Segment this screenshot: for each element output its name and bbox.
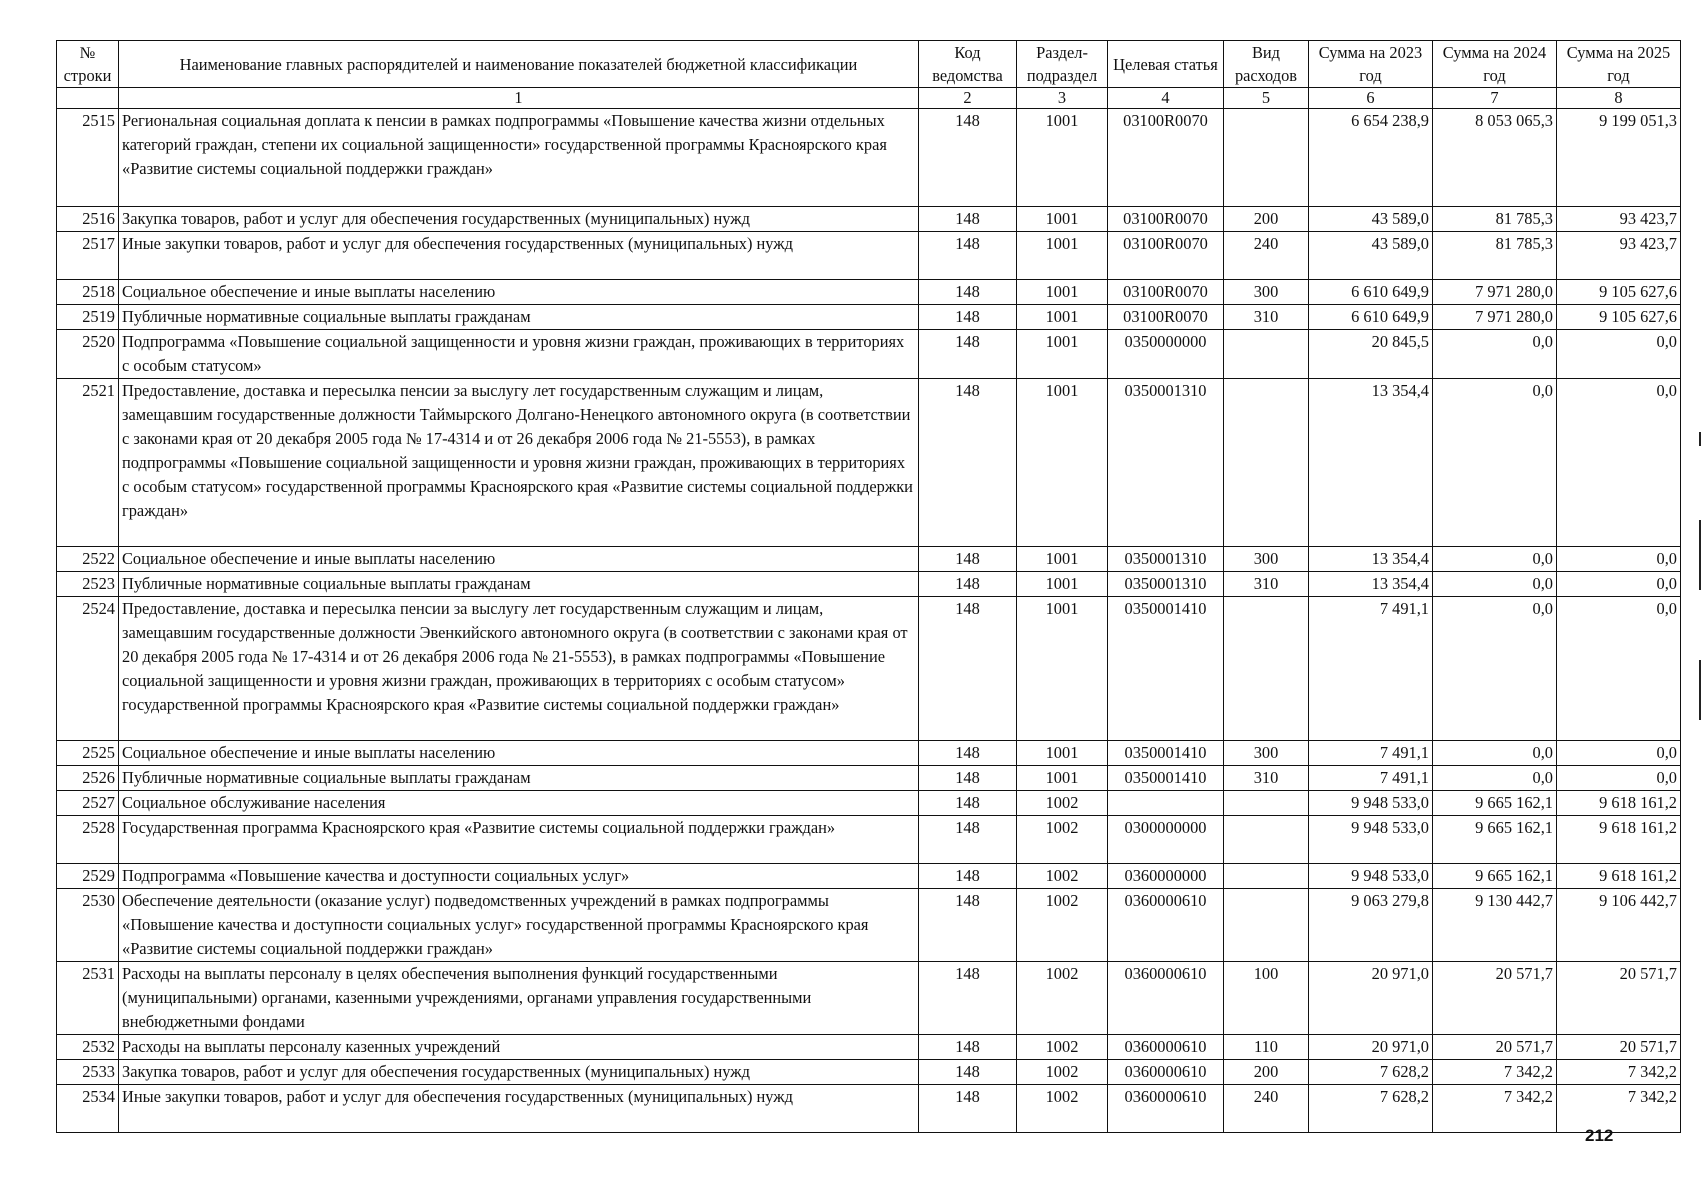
row-section: 1001 xyxy=(1017,330,1108,379)
row-sum-2023: 7 491,1 xyxy=(1309,597,1433,741)
row-code: 148 xyxy=(919,962,1017,1035)
header-sum-2023: Сумма на 2023 год xyxy=(1309,41,1433,88)
row-code: 148 xyxy=(919,1085,1017,1133)
row-sum-2024: 0,0 xyxy=(1433,766,1557,791)
row-sum-2025: 0,0 xyxy=(1557,766,1681,791)
row-code: 148 xyxy=(919,1035,1017,1060)
row-code: 148 xyxy=(919,597,1017,741)
row-sum-2025: 20 571,7 xyxy=(1557,962,1681,1035)
row-section: 1002 xyxy=(1017,1060,1108,1085)
row-section: 1002 xyxy=(1017,864,1108,889)
row-name: Расходы на выплаты персоналу в целях обеспечения выполнения функций государственными (муниципальными) органами, казенными учреждениями, органами управления государственными внебюджетными фондами xyxy=(119,962,919,1035)
row-kind: 300 xyxy=(1224,280,1309,305)
header-kind: Вид расходов xyxy=(1224,41,1309,88)
row-target: 03100R0070 xyxy=(1108,207,1224,232)
row-kind: 300 xyxy=(1224,741,1309,766)
column-number-row xyxy=(57,88,1681,109)
table-row xyxy=(57,741,1681,766)
row-kind xyxy=(1224,889,1309,962)
row-number: 2520 xyxy=(57,330,119,379)
row-kind: 310 xyxy=(1224,305,1309,330)
row-target: 0300000000 xyxy=(1108,816,1224,864)
row-sum-2025: 9 105 627,6 xyxy=(1557,280,1681,305)
row-sum-2025: 9 618 161,2 xyxy=(1557,816,1681,864)
row-sum-2024: 7 342,2 xyxy=(1433,1060,1557,1085)
table-row xyxy=(57,1085,1681,1133)
row-sum-2023: 20 971,0 xyxy=(1309,1035,1433,1060)
table-row xyxy=(57,207,1681,232)
row-target: 03100R0070 xyxy=(1108,280,1224,305)
row-number: 2533 xyxy=(57,1060,119,1085)
row-name: Публичные нормативные социальные выплаты гражданам xyxy=(119,305,919,330)
row-sum-2025: 7 342,2 xyxy=(1557,1085,1681,1133)
row-number: 2526 xyxy=(57,766,119,791)
row-sum-2025: 0,0 xyxy=(1557,741,1681,766)
row-section: 1001 xyxy=(1017,547,1108,572)
row-code: 148 xyxy=(919,547,1017,572)
row-sum-2025: 9 618 161,2 xyxy=(1557,791,1681,816)
row-number: 2525 xyxy=(57,741,119,766)
row-name: Обеспечение деятельности (оказание услуг) подведомственных учреждений в рамках подпрограммы «Повышение качества и доступности социальных услуг» государственной программы Красноярского края «Развитие системы социальной поддержки граждан» xyxy=(119,889,919,962)
table-row xyxy=(57,816,1681,864)
row-number: 2524 xyxy=(57,597,119,741)
row-kind: 310 xyxy=(1224,572,1309,597)
table-row xyxy=(57,766,1681,791)
row-section: 1001 xyxy=(1017,109,1108,207)
row-number: 2523 xyxy=(57,572,119,597)
header-name: Наименование главных распорядителей и наименование показателей бюджетной классификации xyxy=(119,41,919,88)
row-name: Социальное обеспечение и иные выплаты населению xyxy=(119,741,919,766)
row-sum-2024: 20 571,7 xyxy=(1433,1035,1557,1060)
column-number: 7 xyxy=(1433,88,1557,109)
row-sum-2024: 0,0 xyxy=(1433,741,1557,766)
row-name: Государственная программа Красноярского края «Развитие системы социальной поддержки граждан» xyxy=(119,816,919,864)
row-section: 1001 xyxy=(1017,305,1108,330)
column-number: 8 xyxy=(1557,88,1681,109)
row-sum-2023: 9 948 533,0 xyxy=(1309,864,1433,889)
row-sum-2023: 7 491,1 xyxy=(1309,766,1433,791)
row-target: 03100R0070 xyxy=(1108,232,1224,280)
row-target: 0360000610 xyxy=(1108,1035,1224,1060)
row-sum-2023: 9 948 533,0 xyxy=(1309,816,1433,864)
row-sum-2023: 9 063 279,8 xyxy=(1309,889,1433,962)
row-code: 148 xyxy=(919,207,1017,232)
row-name: Предоставление, доставка и пересылка пенсии за выслугу лет государственным служащим и лицам, замещавшим государственные должности Эвенкийского автономного округа (в соответствии с законами края от 20 декабря 2005 года № 17-4314 и от 26 декабря 2006 года № 21-5553), в рамках подпрограммы «Повышение социальной защищенности и уровня жизни граждан, проживающих в территориях с особым статусом» государственной программы Красноярского края «Развитие системы социальной поддержки граждан» xyxy=(119,597,919,741)
table-row xyxy=(57,889,1681,962)
row-kind xyxy=(1224,864,1309,889)
row-sum-2023: 6 610 649,9 xyxy=(1309,280,1433,305)
row-name: Закупка товаров, работ и услуг для обеспечения государственных (муниципальных) нужд xyxy=(119,207,919,232)
row-section: 1001 xyxy=(1017,741,1108,766)
row-sum-2025: 9 106 442,7 xyxy=(1557,889,1681,962)
row-number: 2522 xyxy=(57,547,119,572)
header-sum-2025: Сумма на 2025 год xyxy=(1557,41,1681,88)
row-kind xyxy=(1224,379,1309,547)
row-code: 148 xyxy=(919,816,1017,864)
header-target: Целевая статья xyxy=(1108,41,1224,88)
row-name: Предоставление, доставка и пересылка пенсии за выслугу лет государственным служащим и лицам, замещавшим государственные должности Таймырского Долгано-Ненецкого автономного округа (в соответствии с законами края от 20 декабря 2005 года № 17-4314 и от 26 декабря 2006 года № 21-5553), в рамках подпрограммы «Повышение социальной защищенности и уровня жизни граждан, проживающих в территориях с особым статусом» государственной программы Красноярского края «Развитие системы социальной поддержки граждан» xyxy=(119,379,919,547)
row-sum-2024: 0,0 xyxy=(1433,547,1557,572)
table-row xyxy=(57,232,1681,280)
row-sum-2025: 9 618 161,2 xyxy=(1557,864,1681,889)
row-sum-2024: 9 665 162,1 xyxy=(1433,791,1557,816)
row-sum-2024: 0,0 xyxy=(1433,597,1557,741)
scan-edge-mark xyxy=(1699,660,1701,720)
row-sum-2023: 43 589,0 xyxy=(1309,207,1433,232)
row-sum-2024: 9 665 162,1 xyxy=(1433,864,1557,889)
row-number: 2531 xyxy=(57,962,119,1035)
table-body xyxy=(57,41,1681,1133)
row-sum-2023: 20 845,5 xyxy=(1309,330,1433,379)
row-sum-2024: 0,0 xyxy=(1433,379,1557,547)
row-sum-2024: 20 571,7 xyxy=(1433,962,1557,1035)
table-row xyxy=(57,109,1681,207)
row-sum-2025: 0,0 xyxy=(1557,330,1681,379)
row-sum-2023: 20 971,0 xyxy=(1309,962,1433,1035)
row-kind: 200 xyxy=(1224,207,1309,232)
row-section: 1001 xyxy=(1017,766,1108,791)
column-number: 6 xyxy=(1309,88,1433,109)
header-sum-2024: Сумма на 2024 год xyxy=(1433,41,1557,88)
row-sum-2023: 6 654 238,9 xyxy=(1309,109,1433,207)
column-number: 1 xyxy=(119,88,919,109)
row-number: 2530 xyxy=(57,889,119,962)
budget-table xyxy=(56,40,1681,1133)
row-name: Социальное обеспечение и иные выплаты населению xyxy=(119,547,919,572)
row-target: 0350001410 xyxy=(1108,766,1224,791)
row-kind xyxy=(1224,109,1309,207)
row-sum-2025: 93 423,7 xyxy=(1557,232,1681,280)
row-section: 1002 xyxy=(1017,791,1108,816)
row-name: Иные закупки товаров, работ и услуг для обеспечения государственных (муниципальных) нужд xyxy=(119,232,919,280)
row-code: 148 xyxy=(919,572,1017,597)
row-sum-2023: 13 354,4 xyxy=(1309,379,1433,547)
row-number: 2518 xyxy=(57,280,119,305)
row-sum-2023: 7 628,2 xyxy=(1309,1085,1433,1133)
row-section: 1001 xyxy=(1017,379,1108,547)
column-number: 4 xyxy=(1108,88,1224,109)
column-number: 2 xyxy=(919,88,1017,109)
row-name: Социальное обеспечение и иные выплаты населению xyxy=(119,280,919,305)
row-number: 2516 xyxy=(57,207,119,232)
column-number: 5 xyxy=(1224,88,1309,109)
row-name: Иные закупки товаров, работ и услуг для обеспечения государственных (муниципальных) нужд xyxy=(119,1085,919,1133)
row-code: 148 xyxy=(919,280,1017,305)
row-sum-2023: 6 610 649,9 xyxy=(1309,305,1433,330)
header-row xyxy=(57,41,1681,88)
row-sum-2024: 7 342,2 xyxy=(1433,1085,1557,1133)
row-name: Социальное обслуживание населения xyxy=(119,791,919,816)
row-target: 0360000610 xyxy=(1108,1060,1224,1085)
row-target: 03100R0070 xyxy=(1108,109,1224,207)
row-name: Публичные нормативные социальные выплаты гражданам xyxy=(119,766,919,791)
row-target: 03100R0070 xyxy=(1108,305,1224,330)
row-sum-2023: 7 628,2 xyxy=(1309,1060,1433,1085)
row-name: Закупка товаров, работ и услуг для обеспечения государственных (муниципальных) нужд xyxy=(119,1060,919,1085)
row-sum-2024: 7 971 280,0 xyxy=(1433,280,1557,305)
row-kind: 300 xyxy=(1224,547,1309,572)
row-kind xyxy=(1224,791,1309,816)
column-number-empty xyxy=(57,88,119,109)
row-sum-2025: 93 423,7 xyxy=(1557,207,1681,232)
row-sum-2024: 0,0 xyxy=(1433,330,1557,379)
row-sum-2025: 9 105 627,6 xyxy=(1557,305,1681,330)
row-kind: 110 xyxy=(1224,1035,1309,1060)
row-section: 1001 xyxy=(1017,597,1108,741)
table-row xyxy=(57,280,1681,305)
row-sum-2024: 0,0 xyxy=(1433,572,1557,597)
row-section: 1002 xyxy=(1017,1085,1108,1133)
row-number: 2519 xyxy=(57,305,119,330)
row-sum-2023: 9 948 533,0 xyxy=(1309,791,1433,816)
row-kind: 200 xyxy=(1224,1060,1309,1085)
row-target: 0350001410 xyxy=(1108,741,1224,766)
row-sum-2025: 0,0 xyxy=(1557,547,1681,572)
row-section: 1002 xyxy=(1017,816,1108,864)
row-number: 2527 xyxy=(57,791,119,816)
row-section: 1001 xyxy=(1017,280,1108,305)
row-code: 148 xyxy=(919,1060,1017,1085)
row-section: 1001 xyxy=(1017,207,1108,232)
table-row xyxy=(57,962,1681,1035)
row-sum-2025: 20 571,7 xyxy=(1557,1035,1681,1060)
row-target: 0350001410 xyxy=(1108,597,1224,741)
row-number: 2534 xyxy=(57,1085,119,1133)
row-name: Подпрограмма «Повышение качества и доступности социальных услуг» xyxy=(119,864,919,889)
table-row xyxy=(57,597,1681,741)
row-sum-2023: 7 491,1 xyxy=(1309,741,1433,766)
row-sum-2023: 13 354,4 xyxy=(1309,547,1433,572)
table-row xyxy=(57,1060,1681,1085)
row-sum-2024: 8 053 065,3 xyxy=(1433,109,1557,207)
row-number: 2529 xyxy=(57,864,119,889)
row-kind xyxy=(1224,816,1309,864)
row-sum-2025: 0,0 xyxy=(1557,379,1681,547)
row-name: Публичные нормативные социальные выплаты гражданам xyxy=(119,572,919,597)
row-target: 0350001310 xyxy=(1108,572,1224,597)
row-target: 0360000610 xyxy=(1108,1085,1224,1133)
row-code: 148 xyxy=(919,741,1017,766)
row-sum-2024: 81 785,3 xyxy=(1433,207,1557,232)
header-code: Код ведомства xyxy=(919,41,1017,88)
row-target: 0360000610 xyxy=(1108,889,1224,962)
row-kind xyxy=(1224,597,1309,741)
table-row xyxy=(57,864,1681,889)
row-sum-2024: 9 665 162,1 xyxy=(1433,816,1557,864)
row-sum-2024: 7 971 280,0 xyxy=(1433,305,1557,330)
row-section: 1001 xyxy=(1017,232,1108,280)
row-target: 0350001310 xyxy=(1108,379,1224,547)
row-number: 2532 xyxy=(57,1035,119,1060)
column-number: 3 xyxy=(1017,88,1108,109)
row-code: 148 xyxy=(919,791,1017,816)
row-target: 0350000000 xyxy=(1108,330,1224,379)
table-row xyxy=(57,305,1681,330)
row-sum-2025: 0,0 xyxy=(1557,572,1681,597)
table-row xyxy=(57,791,1681,816)
row-kind: 310 xyxy=(1224,766,1309,791)
row-sum-2025: 0,0 xyxy=(1557,597,1681,741)
row-name: Подпрограмма «Повышение социальной защищенности и уровня жизни граждан, проживающих в территориях с особым статусом» xyxy=(119,330,919,379)
row-code: 148 xyxy=(919,766,1017,791)
row-section: 1001 xyxy=(1017,572,1108,597)
row-code: 148 xyxy=(919,232,1017,280)
scan-edge-mark xyxy=(1699,432,1701,446)
row-kind: 240 xyxy=(1224,232,1309,280)
row-code: 148 xyxy=(919,305,1017,330)
row-number: 2517 xyxy=(57,232,119,280)
row-code: 148 xyxy=(919,330,1017,379)
row-target: 0360000610 xyxy=(1108,962,1224,1035)
row-code: 148 xyxy=(919,109,1017,207)
table-row xyxy=(57,379,1681,547)
row-code: 148 xyxy=(919,379,1017,547)
table-row xyxy=(57,1035,1681,1060)
row-sum-2023: 13 354,4 xyxy=(1309,572,1433,597)
row-code: 148 xyxy=(919,889,1017,962)
header-no: № строки xyxy=(57,41,119,88)
row-section: 1002 xyxy=(1017,889,1108,962)
table-row xyxy=(57,572,1681,597)
row-kind: 100 xyxy=(1224,962,1309,1035)
row-target xyxy=(1108,791,1224,816)
row-kind: 240 xyxy=(1224,1085,1309,1133)
row-number: 2521 xyxy=(57,379,119,547)
row-code: 148 xyxy=(919,864,1017,889)
row-target: 0360000000 xyxy=(1108,864,1224,889)
row-sum-2024: 81 785,3 xyxy=(1433,232,1557,280)
row-sum-2025: 9 199 051,3 xyxy=(1557,109,1681,207)
row-sum-2025: 7 342,2 xyxy=(1557,1060,1681,1085)
row-sum-2024: 9 130 442,7 xyxy=(1433,889,1557,962)
row-section: 1002 xyxy=(1017,962,1108,1035)
row-number: 2528 xyxy=(57,816,119,864)
row-sum-2023: 43 589,0 xyxy=(1309,232,1433,280)
row-name: Расходы на выплаты персоналу казенных учреждений xyxy=(119,1035,919,1060)
table-row xyxy=(57,330,1681,379)
row-number: 2515 xyxy=(57,109,119,207)
row-section: 1002 xyxy=(1017,1035,1108,1060)
row-target: 0350001310 xyxy=(1108,547,1224,572)
row-kind xyxy=(1224,330,1309,379)
table-row xyxy=(57,547,1681,572)
scan-edge-mark xyxy=(1699,520,1701,590)
row-name: Региональная социальная доплата к пенсии в рамках подпрограммы «Повышение качества жизни отдельных категорий граждан, степени их социальной защищенности» государственной программы Красноярского края «Развитие системы социальной поддержки граждан» xyxy=(119,109,919,207)
page-number: 212 xyxy=(1585,1126,1614,1145)
header-section: Раздел-подраздел xyxy=(1017,41,1108,88)
